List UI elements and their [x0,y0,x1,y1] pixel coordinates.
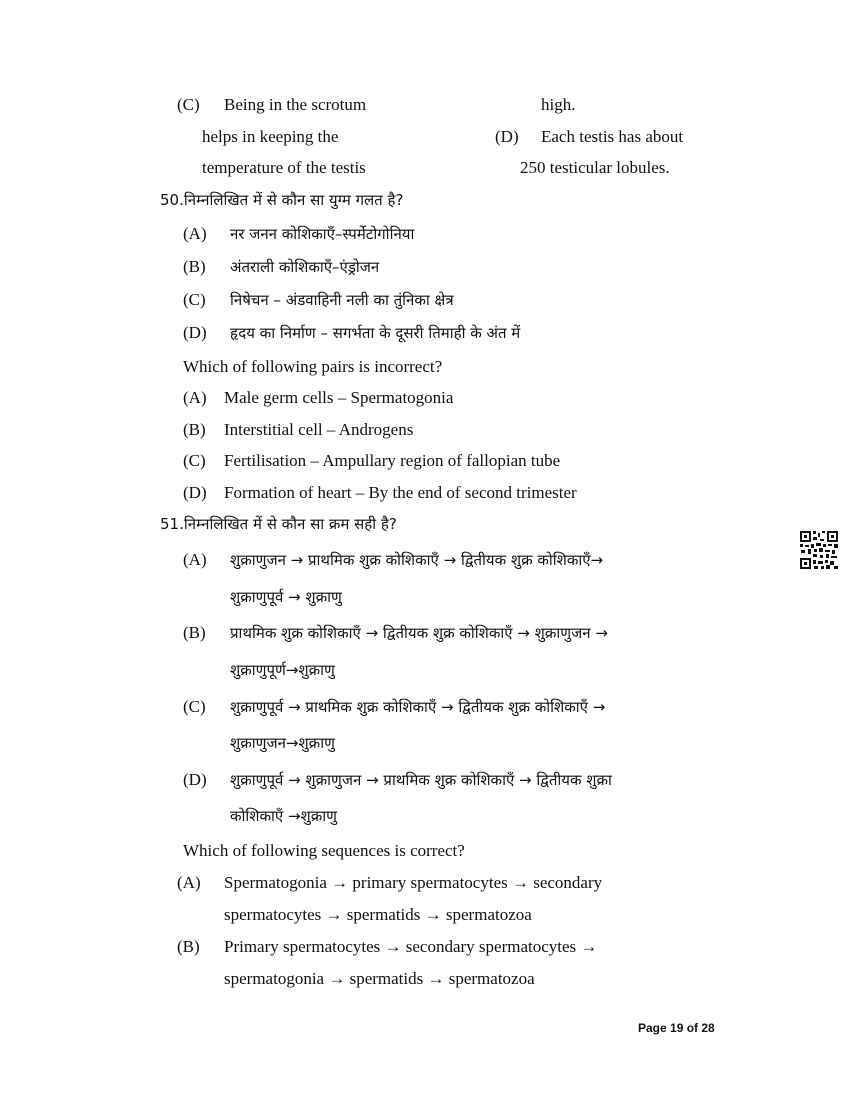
question-51-english: Which of following sequences is correct? [183,841,465,860]
option-label: (D) [183,483,207,502]
option-text: शुक्राणुजन → प्राथमिक शुक्र कोशिकाएँ → द्वितीयक शुक्र कोशिकाएँ→ [230,551,604,569]
option-text: Being in the scrotum [224,95,367,114]
option-text: Interstitial cell – Androgens [224,420,414,439]
option-text: Each testis has about [541,127,684,146]
option-text: Fertilisation – Ampullary region of fallopian tube [224,451,561,470]
option-text: शुक्राणुजन→शुक्राणु [230,734,335,752]
option-text: temperature of the testis [202,158,366,177]
option-text: शुक्राणुपूर्व → शुक्राणुजन → प्राथमिक शुक्र कोशिकाएँ → द्वितीयक शुक्रा [230,771,612,789]
option-label: (B) [183,420,206,439]
option-text: शुक्राणुपूर्व → शुक्राणु [230,588,342,606]
option-label: (D) [183,770,207,789]
option-label: (C) [183,290,206,309]
option-text: Spermatogonia → primary spermatocytes → secondary [224,873,603,892]
option-text: नर जनन कोशिकाएँ–स्पर्मेटोगोनिया [230,225,415,243]
option-label: (B) [183,257,206,276]
page-number: Page 19 of 28 [638,1021,715,1035]
option-label: (C) [177,95,200,114]
option-text: 250 testicular lobules. [520,158,670,177]
option-text: कोशिकाएँ →शुक्राणु [230,807,337,825]
option-text: Primary spermatocytes → secondary spermatocytes → [224,937,598,956]
option-label: (B) [183,623,206,642]
option-text: निषेचन – अंडवाहिनी नली का तुंनिका क्षेत्र [230,291,454,309]
option-text: शुक्राणुपूर्ण→शुक्राणु [230,661,335,679]
option-label: (A) [183,388,207,407]
option-label: (D) [495,127,519,146]
option-label: (A) [177,873,201,892]
option-label: (C) [183,451,206,470]
question-51-hindi: 51.निम्नलिखित में से कौन सा क्रम सही है? [160,515,397,533]
option-text: प्राथमिक शुक्र कोशिकाएँ → द्वितीयक शुक्र कोशिकाएँ → शुक्राणुजन → [230,624,608,642]
option-text: हृदय का निर्माण – सगर्भता के दूसरी तिमाही के अंत में [230,324,521,342]
option-text: अंतराली कोशिकाएँ–एंड्रोजन [230,258,380,276]
option-label: (C) [183,697,206,716]
option-text: Male germ cells – Spermatogonia [224,388,454,407]
option-label: (D) [183,323,207,342]
option-text: Formation of heart – By the end of second trimester [224,483,577,502]
option-label: (A) [183,224,207,243]
option-label: (B) [177,937,200,956]
option-text: spermatogonia → spermatids → spermatozoa [224,969,535,988]
option-text: high. [541,95,576,114]
option-text: शुक्राणुपूर्व → प्राथमिक शुक्र कोशिकाएँ → द्वितीयक शुक्र कोशिकाएँ → [230,698,606,716]
option-label: (A) [183,550,207,569]
option-text: helps in keeping the [202,127,339,146]
question-50-english: Which of following pairs is incorrect? [183,357,443,376]
qr-code-icon [799,530,839,570]
option-text: spermatocytes → spermatids → spermatozoa [224,905,532,924]
question-50-hindi: 50.निम्नलिखित में से कौन सा युग्म गलत है? [160,191,404,209]
